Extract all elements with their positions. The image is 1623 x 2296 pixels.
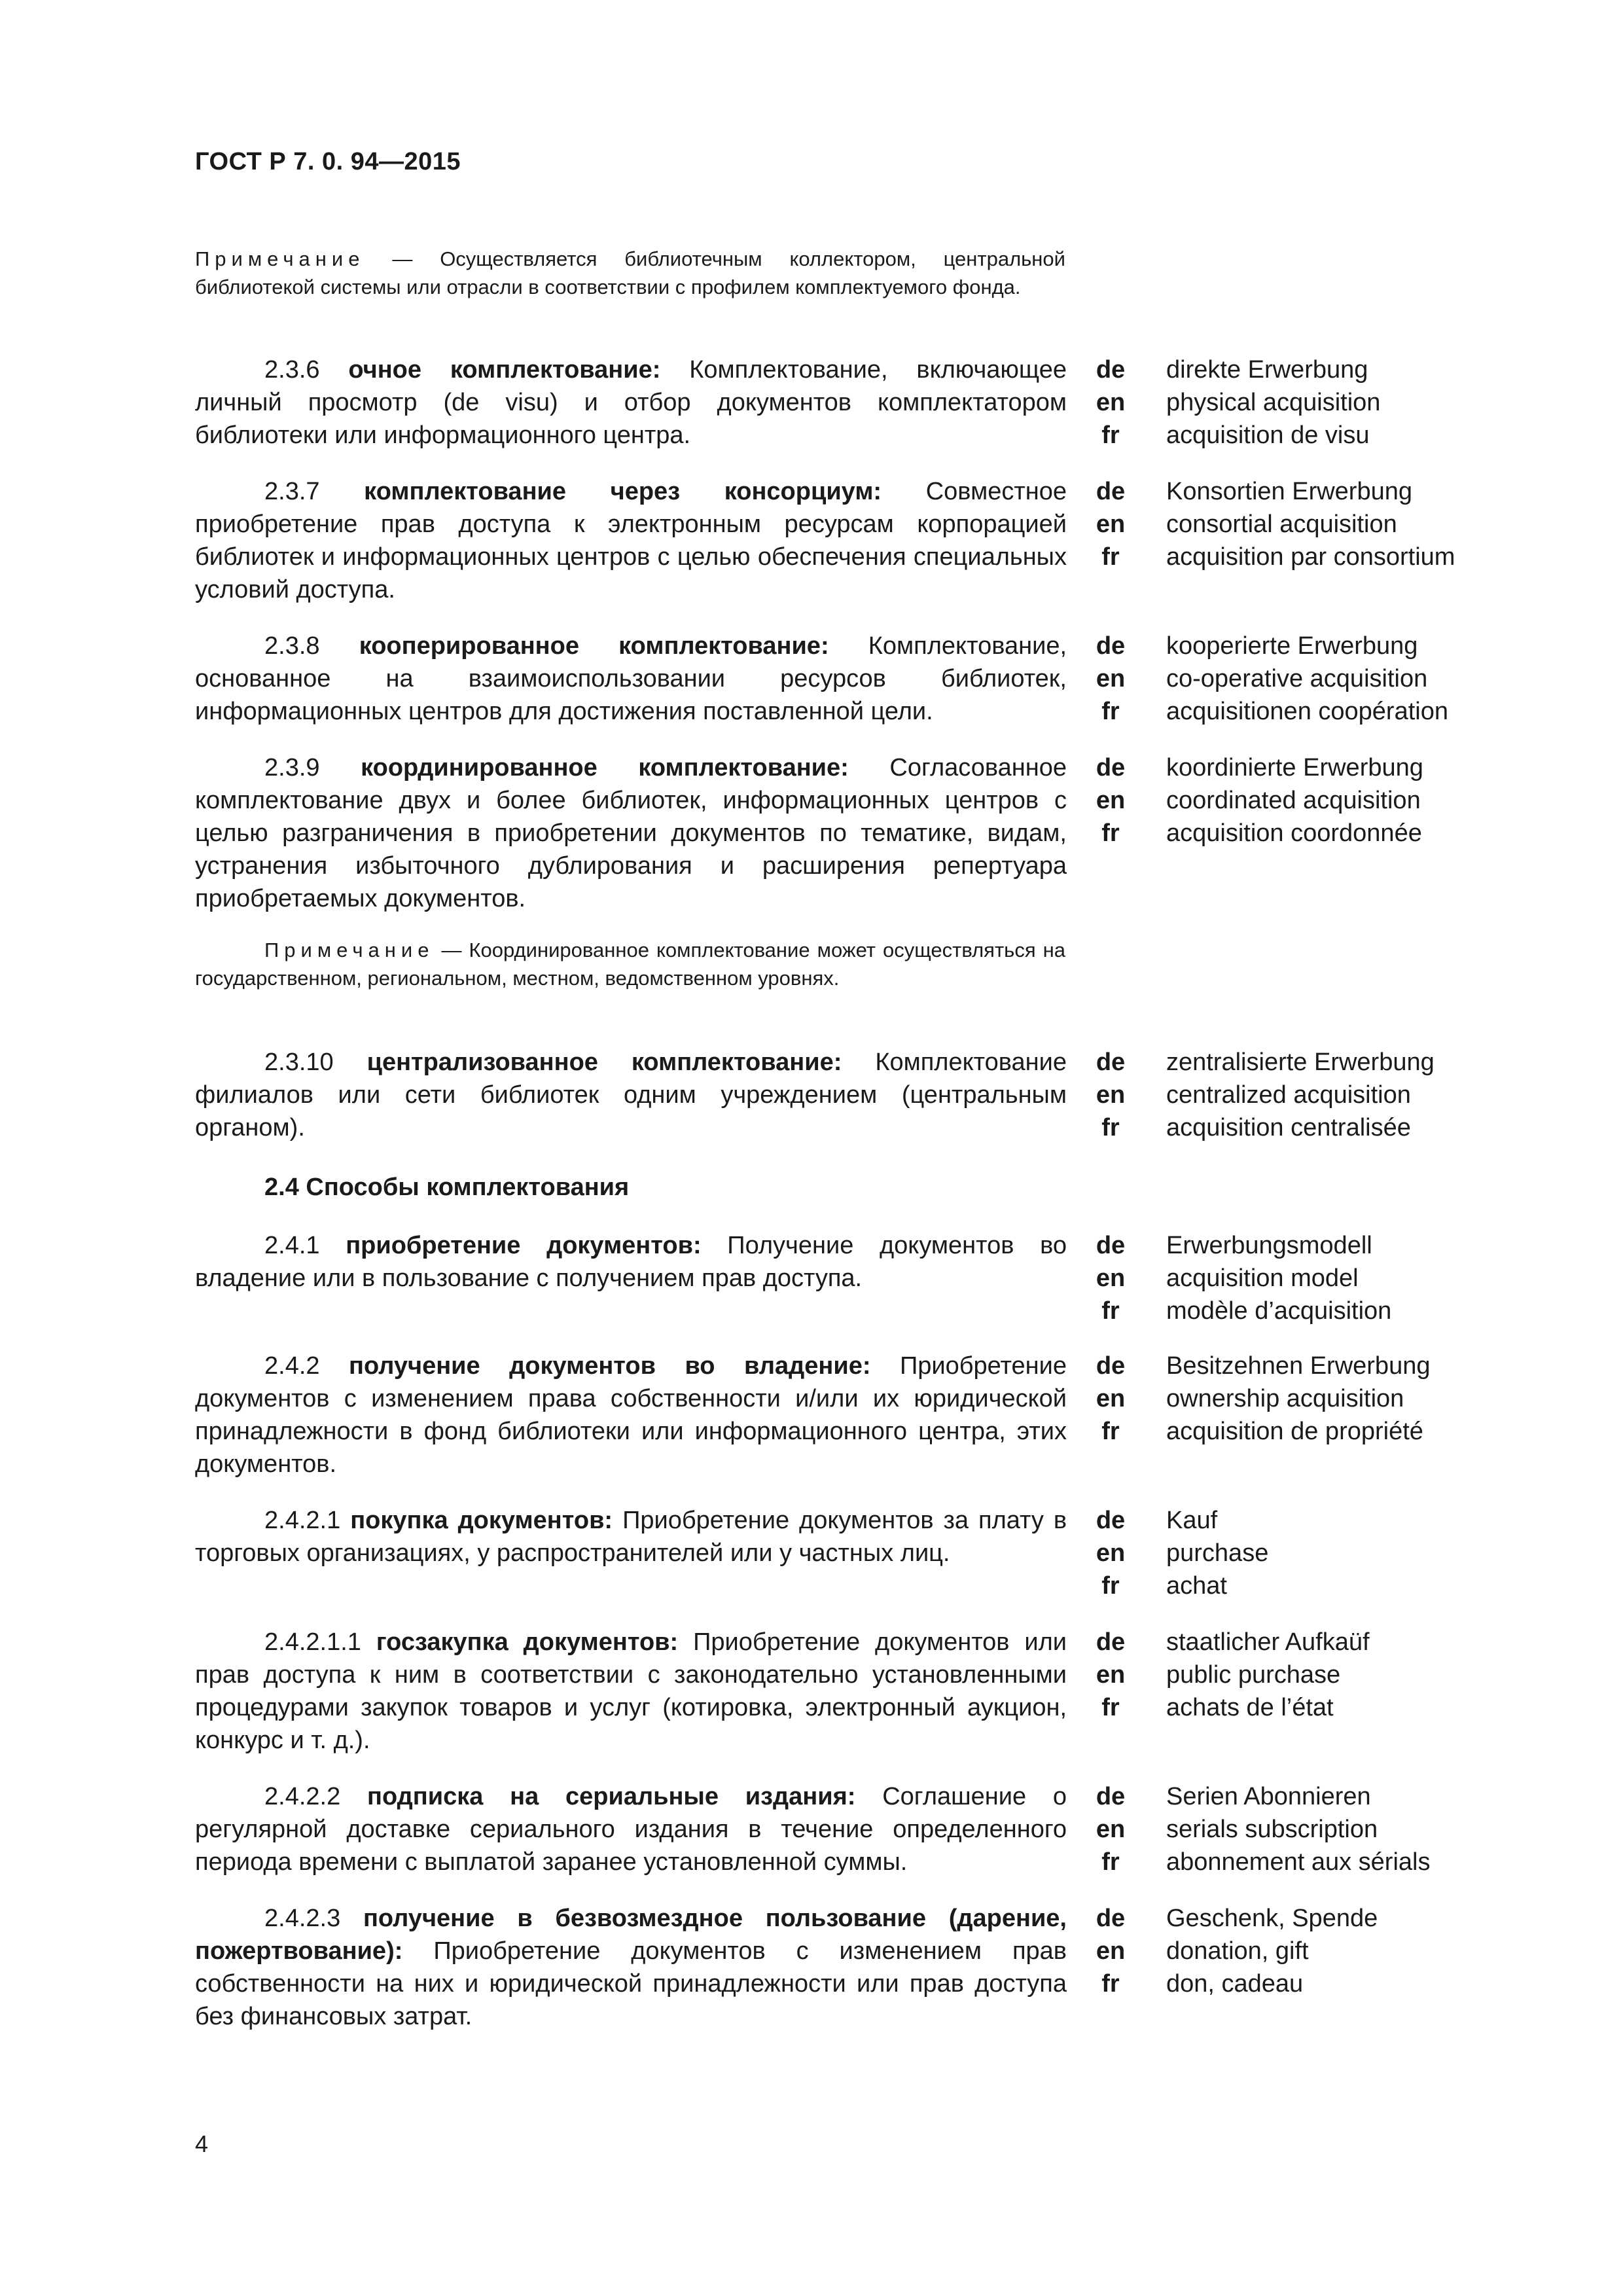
foreign-equivalents	[1166, 475, 1592, 573]
lang-code-fr: fr	[1101, 543, 1120, 571]
equivalent-en: serials subscription	[1166, 1816, 1378, 1843]
lang-code-de: de	[1096, 478, 1126, 505]
term-number: 2.4.2.2	[264, 1783, 341, 1810]
term-text	[195, 1504, 1067, 1570]
equivalent-de: Konsortien Erwerbung	[1166, 478, 1412, 505]
term-definition: Приобретение документов или прав доступа к ним в соответствии с законодательно установленными процедурами закупок товаров и услуг (котировка, электронный аукцион, конкурс и т. д.).	[195, 1628, 1067, 1754]
equivalent-en: physical acquisition	[1166, 389, 1381, 416]
term-definition: Получение документов во владение или в пользование с получением прав доступа.	[195, 1232, 1067, 1292]
language-codes	[1088, 1902, 1133, 2000]
equivalent-fr: acquisition de propriété	[1166, 1418, 1423, 1445]
lang-code-de: de	[1096, 1232, 1126, 1259]
term-name: комплектование через консорциум:	[364, 478, 882, 505]
foreign-equivalents	[1166, 630, 1592, 728]
equivalent-fr: modèle d’acquisition	[1166, 1297, 1392, 1325]
equivalent-de: koordinierte Erwerbung	[1166, 754, 1423, 781]
lang-code-de: de	[1096, 1352, 1126, 1380]
lang-code-en: en	[1096, 1081, 1126, 1109]
term-entry	[0, 630, 1623, 725]
lang-code-fr: fr	[1101, 1114, 1120, 1141]
term-number: 2.4.2.1	[264, 1507, 341, 1534]
lang-code-de: de	[1096, 356, 1126, 384]
term-number: 2.3.9	[264, 754, 320, 781]
language-codes	[1088, 1780, 1133, 1878]
foreign-equivalents	[1166, 1780, 1592, 1878]
term-number: 2.4.2.3	[264, 1905, 341, 1932]
lang-code-de: de	[1096, 1783, 1126, 1810]
term-name: покупка документов:	[350, 1507, 613, 1534]
term-name: централизованное комплектование:	[366, 1049, 842, 1076]
term-definition: Соглашение о регулярной доставке сериального издания в течение определенного периода времени с выплатой заранее установленной суммы.	[195, 1783, 1067, 1876]
equivalent-de: Kauf	[1166, 1507, 1218, 1534]
language-codes	[1088, 751, 1133, 850]
term-text	[195, 1780, 1067, 1878]
term-number: 2.3.10	[264, 1049, 334, 1076]
foreign-equivalents	[1166, 751, 1592, 850]
equivalent-en: acquisition model	[1166, 1265, 1359, 1292]
note-label: Примечание	[264, 939, 435, 961]
note-text: — Осуществляется библиотечным коллектором, центральной библиотекой системы или отрасли в соответствии с профилем комплектуемого фонда.	[195, 247, 1065, 298]
equivalent-fr: don, cadeau	[1166, 1970, 1304, 1998]
lang-code-fr: fr	[1101, 1970, 1120, 1998]
lang-code-fr: fr	[1101, 1848, 1120, 1876]
term-name: приобретение документов:	[346, 1232, 702, 1259]
term-text	[195, 1350, 1067, 1480]
term-name: получение документов во владение:	[349, 1352, 871, 1380]
equivalent-fr: acquisition par consortium	[1166, 543, 1455, 571]
term-entry	[0, 475, 1623, 603]
lang-code-en: en	[1096, 1385, 1126, 1412]
note-label: Примечание	[195, 247, 365, 270]
language-codes	[1088, 1046, 1133, 1144]
term-entry	[0, 1504, 1623, 1600]
term-text	[195, 1626, 1067, 1757]
equivalent-de: kooperierte Erwerbung	[1166, 632, 1418, 660]
term-name: кооперированное комплектование:	[359, 632, 829, 660]
language-codes	[1088, 630, 1133, 728]
lang-code-en: en	[1096, 1265, 1126, 1292]
lang-code-de: de	[1096, 1905, 1126, 1932]
language-codes	[1088, 1229, 1133, 1327]
equivalent-fr: acquisition centralisée	[1166, 1114, 1411, 1141]
term-definition: Комплектование филиалов или сети библиотек одним учреждением (центральным органом).	[195, 1049, 1067, 1141]
term-entry	[0, 751, 1623, 912]
lang-code-fr: fr	[1101, 422, 1120, 449]
term-number: 2.3.8	[264, 632, 320, 660]
language-codes	[1088, 475, 1133, 573]
equivalent-en: consortial acquisition	[1166, 511, 1397, 538]
term-text	[195, 1046, 1067, 1144]
term-entry	[0, 1046, 1623, 1141]
lang-code-en: en	[1096, 1937, 1126, 1965]
equivalent-de: direkte Erwerbung	[1166, 356, 1368, 384]
equivalent-fr: acquisition coordonnée	[1166, 819, 1422, 847]
equivalent-en: public purchase	[1166, 1661, 1341, 1689]
foreign-equivalents	[1166, 1350, 1592, 1448]
term-number: 2.4.2	[264, 1352, 320, 1380]
equivalent-en: donation, gift	[1166, 1937, 1309, 1965]
term-definition: Приобретение документов с изменением прав собственности на них и юридической принадлежности или прав доступа без финансовых затрат.	[195, 1937, 1067, 2030]
lang-code-de: de	[1096, 754, 1126, 781]
term-text	[195, 1902, 1067, 2033]
equivalent-fr: acquisitionen coopération	[1166, 698, 1448, 725]
term-entry	[0, 1902, 1623, 2030]
term-entry	[0, 1350, 1623, 1478]
lang-code-fr: fr	[1101, 1297, 1120, 1325]
equivalent-en: centralized acquisition	[1166, 1081, 1411, 1109]
equivalent-de: Geschenk, Spende	[1166, 1905, 1378, 1932]
foreign-equivalents	[1166, 1504, 1592, 1602]
term-name: госзакупка документов:	[376, 1628, 679, 1656]
term-text	[195, 630, 1067, 728]
term-definition: Комплектование, включающее личный просмотр (de visu) и отбор документов комплектатором библиотеки или информационного центра.	[195, 356, 1067, 449]
lang-code-en: en	[1096, 511, 1126, 538]
term-entry	[0, 1626, 1623, 1754]
equivalent-en: coordinated acquisition	[1166, 787, 1421, 814]
foreign-equivalents	[1166, 353, 1592, 452]
term-text	[195, 1229, 1067, 1295]
page-number: 4	[195, 2130, 209, 2157]
term-entry	[0, 1780, 1623, 1876]
term-text	[195, 353, 1067, 452]
lang-code-fr: fr	[1101, 698, 1120, 725]
note	[195, 936, 1065, 992]
term-definition: Согласованное комплектование двух и более библиотек, информационных центров с целью разграничения в приобретении документов по тематике, видам, устранения избыточного дублирования и расширения репертуара приобретаемых документов.	[195, 754, 1067, 912]
term-number: 2.3.6	[264, 356, 320, 384]
term-number: 2.4.1	[264, 1232, 320, 1259]
lang-code-en: en	[1096, 1661, 1126, 1689]
term-definition: Приобретение документов за плату в торговых организациях, у распространителей или у частных лиц.	[195, 1507, 1067, 1567]
lang-code-fr: fr	[1101, 1572, 1120, 1600]
term-name: получение в безвозмездное пользование (дарение, пожертвование):	[195, 1905, 1067, 1965]
foreign-equivalents	[1166, 1229, 1592, 1327]
language-codes	[1088, 353, 1133, 452]
equivalent-fr: achats de l’état	[1166, 1694, 1334, 1721]
term-name: подписка на сериальные издания:	[367, 1783, 856, 1810]
term-number: 2.3.7	[264, 478, 320, 505]
lang-code-en: en	[1096, 1816, 1126, 1843]
note	[195, 245, 1065, 301]
lang-code-de: de	[1096, 632, 1126, 660]
equivalent-en: co-operative acquisition	[1166, 665, 1428, 692]
lang-code-fr: fr	[1101, 1694, 1120, 1721]
note-text: — Координированное комплектование может осуществляться на государственном, региональном, местном, ведомственном уровнях.	[195, 939, 1065, 990]
term-definition: Комплектование, основанное на взаимоиспользовании ресурсов библиотек, информационных центров для достижения поставленной цели.	[195, 632, 1067, 725]
foreign-equivalents	[1166, 1626, 1592, 1724]
page-header: ГОСТ Р 7. 0. 94—2015	[195, 148, 461, 175]
term-name: координированное комплектование:	[361, 754, 849, 781]
foreign-equivalents	[1166, 1046, 1592, 1144]
lang-code-en: en	[1096, 787, 1126, 814]
language-codes	[1088, 1504, 1133, 1602]
equivalent-de: Erwerbungsmodell	[1166, 1232, 1372, 1259]
lang-code-fr: fr	[1101, 819, 1120, 847]
term-entry	[0, 353, 1623, 449]
term-text	[195, 475, 1067, 606]
lang-code-de: de	[1096, 1049, 1126, 1076]
equivalent-de: Besitzehnen Erwerbung	[1166, 1352, 1431, 1380]
equivalent-de: Serien Abonnieren	[1166, 1783, 1371, 1810]
term-definition: Совместное приобретение прав доступа к электронным ресурсам корпорацией библиотек и информационных центров с целью обеспечения специальных условий доступа.	[195, 478, 1067, 603]
lang-code-de: de	[1096, 1507, 1126, 1534]
lang-code-en: en	[1096, 1539, 1126, 1567]
lang-code-en: en	[1096, 665, 1126, 692]
language-codes	[1088, 1626, 1133, 1724]
lang-code-fr: fr	[1101, 1418, 1120, 1445]
term-number: 2.4.2.1.1	[264, 1628, 361, 1656]
lang-code-de: de	[1096, 1628, 1126, 1656]
equivalent-en: ownership acquisition	[1166, 1385, 1404, 1412]
term-text	[195, 751, 1067, 915]
term-name: очное комплектование:	[348, 356, 661, 384]
equivalent-fr: achat	[1166, 1572, 1227, 1600]
term-definition: Приобретение документов с изменением права собственности и/или их юридической принадлежности в фонд библиотеки или информационного центра, этих документов.	[195, 1352, 1067, 1478]
equivalent-fr: acquisition de visu	[1166, 422, 1370, 449]
equivalent-fr: abonnement aux sérials	[1166, 1848, 1431, 1876]
language-codes	[1088, 1350, 1133, 1448]
equivalent-de: zentralisierte Erwerbung	[1166, 1049, 1435, 1076]
section-heading: 2.4 Способы комплектования	[264, 1174, 630, 1201]
equivalent-de: staatlicher Aufkaüf	[1166, 1628, 1370, 1656]
term-entry	[0, 1229, 1623, 1325]
foreign-equivalents	[1166, 1902, 1592, 2000]
lang-code-en: en	[1096, 389, 1126, 416]
equivalent-en: purchase	[1166, 1539, 1269, 1567]
